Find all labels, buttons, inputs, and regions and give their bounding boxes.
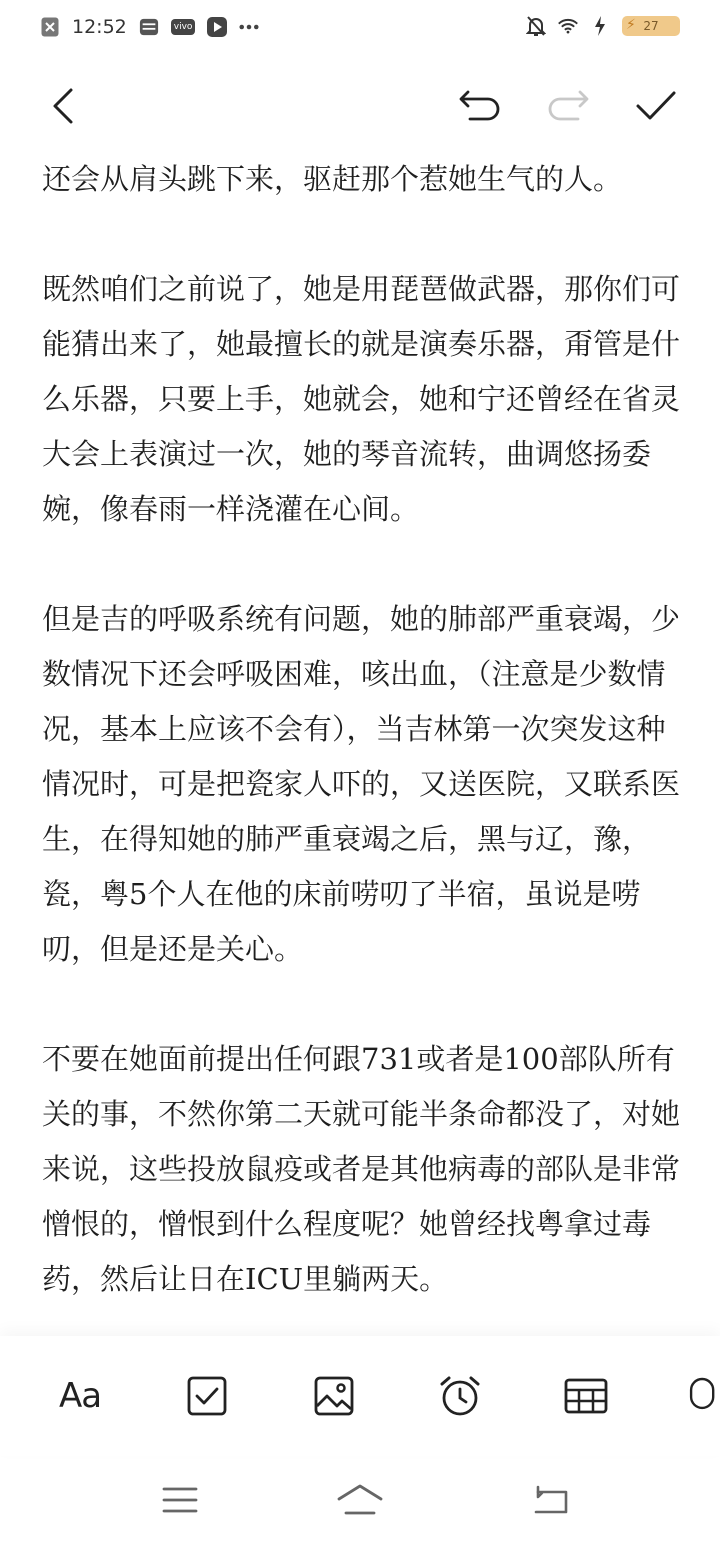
- more-dots-icon: [239, 17, 259, 37]
- paragraph-spacer: [42, 977, 682, 1032]
- play-icon: [207, 17, 227, 37]
- note-paragraph[interactable]: 既然咱们之前说了，她是用琵琶做武器，那你们可能猜出来了，她最擅长的就是演奏乐器，甭管是什么乐器，只要上手，她就会，她和宁还曾经在省灵大会上表演过一次，她的琴音流转，曲调悠扬委婉，像春雨一样浇灌在心间。: [42, 272, 681, 526]
- battery-bolt-icon: ⚡: [626, 17, 636, 33]
- editor-toolbar: [0, 70, 720, 140]
- check-icon: [635, 89, 677, 123]
- status-bar: [0, 0, 720, 58]
- menu-icon: [162, 1486, 198, 1514]
- text-style-button[interactable]: [52, 1364, 108, 1428]
- status-left: [40, 16, 259, 38]
- paragraph-spacer: [42, 537, 682, 592]
- checklist-button[interactable]: [179, 1364, 235, 1428]
- format-toolbar: [0, 1336, 720, 1456]
- back-nav-icon: [530, 1484, 570, 1516]
- bell-off-icon: [526, 16, 546, 36]
- redo-icon: [546, 88, 590, 124]
- undo-button[interactable]: [456, 82, 504, 130]
- close-notification-icon: [40, 17, 60, 37]
- status-right: [526, 16, 680, 36]
- status-time: 12:52: [72, 16, 127, 38]
- note-editor[interactable]: [42, 152, 682, 1307]
- image-icon: [314, 1376, 354, 1416]
- note-paragraph[interactable]: 但是吉的呼吸系统有问题，她的肺部严重衰竭，少数情况下还会呼吸困难，咳出血，（注意是少数情况，基本上应该不会有），当吉林第一次突发这种情况时，可是把瓷家人吓的，又送医院，又联系医生，在得知她的肺严重衰竭之后，黑与辽，豫，瓷，粤5个人在他的床前唠叨了半宿，虽说是唠叨，但是还是关心。: [42, 602, 681, 966]
- microphone-icon: [686, 1374, 720, 1418]
- alarm-clock-icon: [438, 1374, 482, 1418]
- home-icon: [336, 1483, 384, 1517]
- back-icon: [49, 86, 79, 126]
- battery-level: 27: [643, 19, 659, 33]
- undo-icon: [458, 88, 502, 124]
- paragraph-spacer: [42, 207, 682, 262]
- text-style-icon: Aa: [58, 1376, 102, 1416]
- charging-icon: [590, 16, 610, 36]
- system-nav-bar: [0, 1456, 720, 1544]
- reminder-button[interactable]: [432, 1364, 488, 1428]
- wifi-icon: [558, 16, 578, 36]
- vivo-icon: vivo: [171, 19, 196, 35]
- table-icon: [564, 1378, 608, 1414]
- battery-icon: [622, 16, 680, 36]
- note-paragraph[interactable]: 还会从肩头跳下来，驱赶那个惹她生气的人。: [42, 162, 623, 196]
- back-button[interactable]: [40, 82, 88, 130]
- insert-table-button[interactable]: [558, 1364, 614, 1428]
- done-button[interactable]: [632, 82, 680, 130]
- back-nav-button[interactable]: [524, 1478, 576, 1522]
- note-paragraph[interactable]: 不要在她面前提出任何跟731或者是100部队所有关的事，不然你第二天就可能半条命都没了，对她来说，这些投放鼠疫或者是其他病毒的部队是非常憎恨的，憎恨到什么程度呢？她曾经找粤拿过毒药，然后让日在ICU里躺两天。: [42, 1042, 681, 1296]
- insert-image-button[interactable]: [306, 1364, 362, 1428]
- voice-input-button[interactable]: [686, 1364, 720, 1428]
- home-nav-button[interactable]: [334, 1478, 386, 1522]
- checklist-icon: [187, 1376, 227, 1416]
- message-icon: [139, 17, 159, 37]
- redo-button[interactable]: [544, 82, 592, 130]
- menu-nav-button[interactable]: [154, 1478, 206, 1522]
